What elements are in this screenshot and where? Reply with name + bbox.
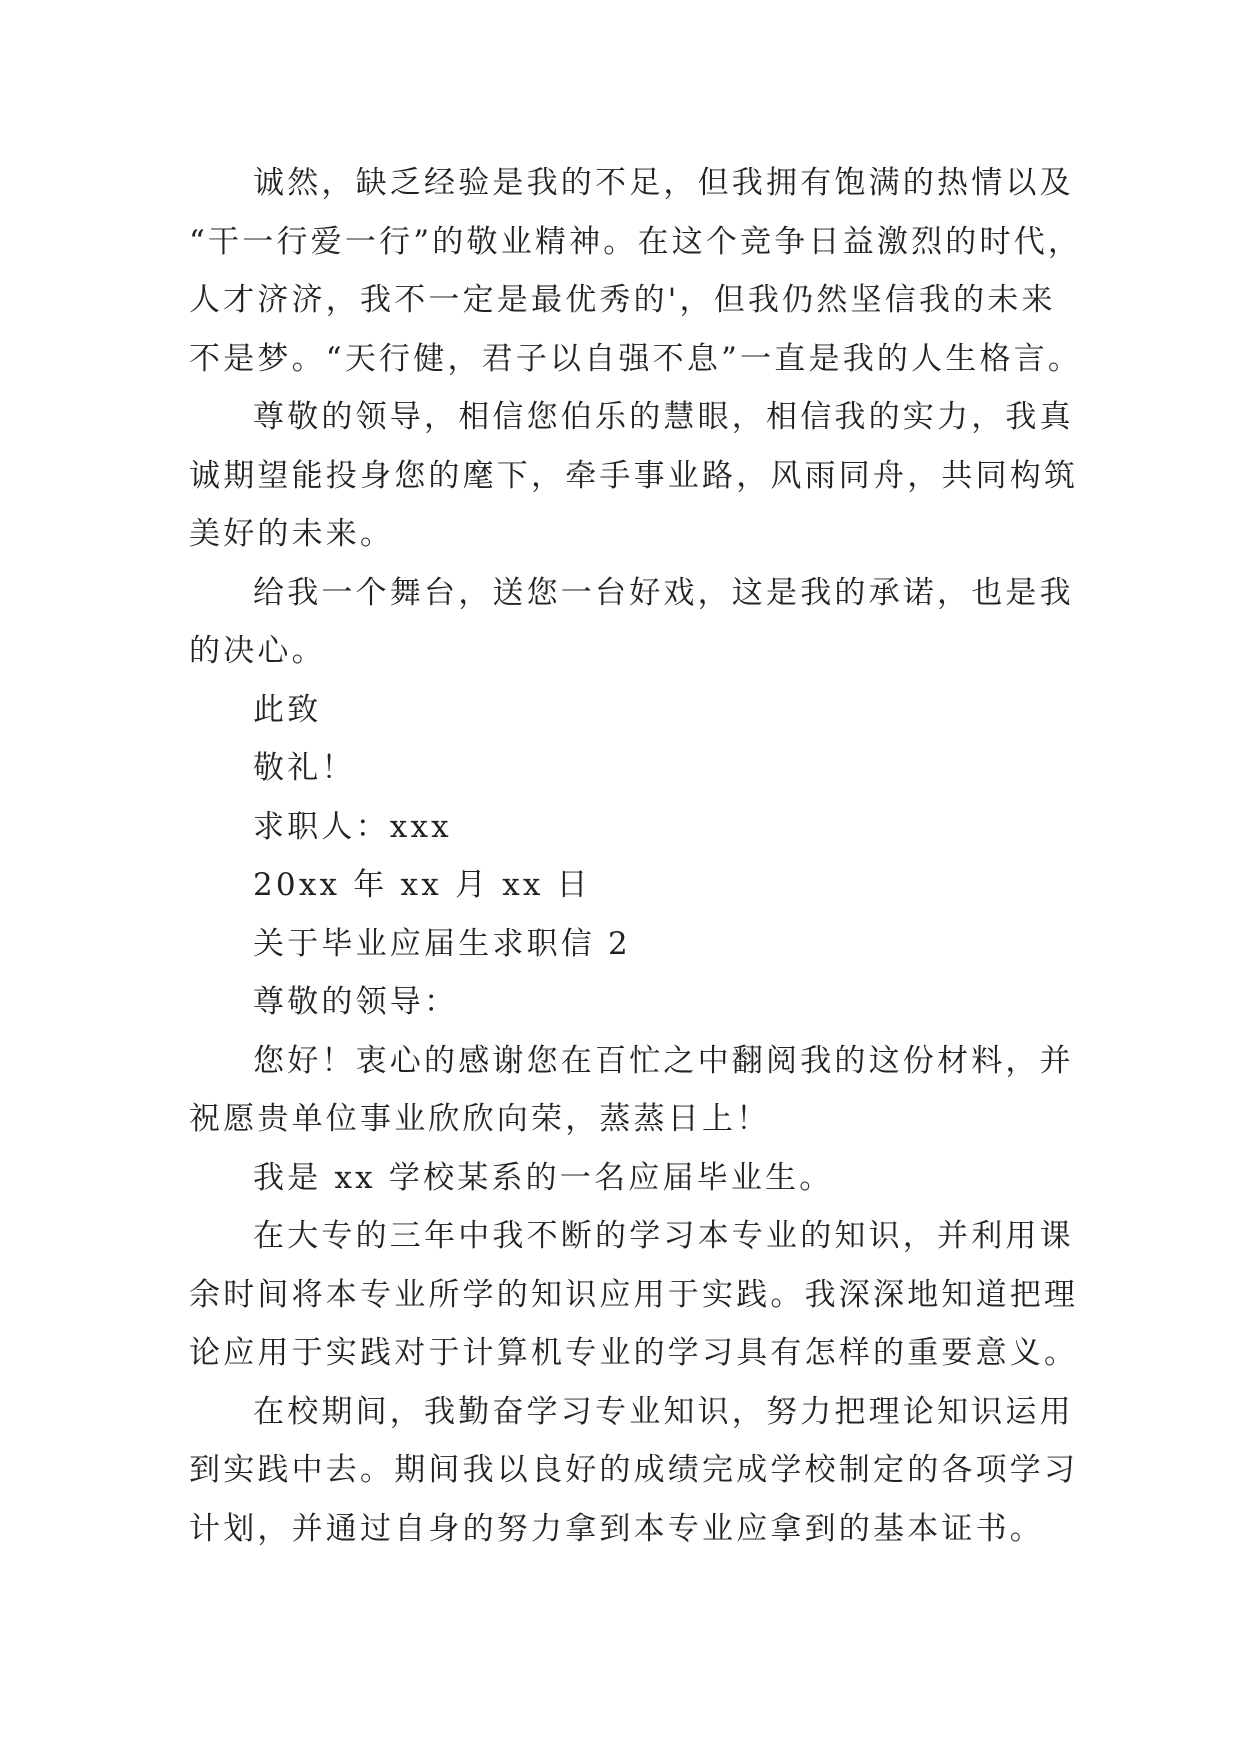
text-line: 尊敬的领导，相信您伯乐的慧眼，相信我的实力，我真 [253,399,1074,435]
paragraph [189,1032,1079,1149]
document-body [189,154,1083,1558]
text-line: 到实践中去。期间我以良好的成绩完成学校制定的各项学习 [189,1452,1079,1488]
text-line: 的决心。 [189,633,326,669]
paragraph [189,1207,1079,1383]
text-line: 祝愿贵单位事业欣欣向荣，蒸蒸日上！ [189,1101,771,1137]
text-line: 美好的未来。 [189,516,395,552]
text-line: 不是梦。“天行健，君子以自强不息”一直是我的人生格言。 [189,340,1083,377]
signature: 求职人：xxx [253,808,452,845]
text-line: 诚期望能投身您的麾下，牵手事业路，风雨同舟，共同构筑 [189,457,1079,494]
text-line: 诚然，缺乏经验是我的不足，但我拥有饱满的热情以及 [253,165,1074,201]
text-line: 余时间将本专业所学的知识应用于实践。我深深地知道把理 [189,1276,1079,1313]
text-line: 在大专的三年中我不断的学习本专业的知识，并利用课 [253,1218,1074,1254]
paragraph [189,1149,1079,1208]
closing-salute: 敬礼！ [253,750,356,786]
text-line: 您好！衷心的感谢您在百忙之中翻阅我的这份材料，并 [253,1042,1074,1079]
text-line: 人才济济，我不一定是最优秀的'，但我仍然坚信我的未来 [189,282,1056,318]
text-line: 我是 xx 学校某系的一名应届毕业生。 [253,1159,834,1196]
text-line: “干一行爱一行”的敬业精神。在这个竞争日益激烈的时代， [189,223,1083,260]
text-line: 在校期间，我勤奋学习专业知识，努力把理论知识运用 [253,1393,1074,1430]
closing-line: 此致 [253,691,322,728]
paragraph [189,388,1079,564]
salutation: 尊敬的领导： [253,984,459,1020]
text-line: 论应用于实践对于计算机专业的学习具有怎样的重要意义。 [189,1335,1079,1371]
text-line: 给我一个舞台，送您一台好戏，这是我的承诺，也是我 [253,574,1074,611]
text-line: 计划，并通过自身的努力拿到本专业应拿到的基本证书。 [189,1510,1044,1547]
paragraph [189,564,1079,681]
paragraph [189,154,1083,388]
section-heading: 关于毕业应届生求职信 2 [253,925,631,962]
paragraph [189,1383,1079,1559]
date: 20xx 年 xx 月 xx 日 [253,867,591,903]
